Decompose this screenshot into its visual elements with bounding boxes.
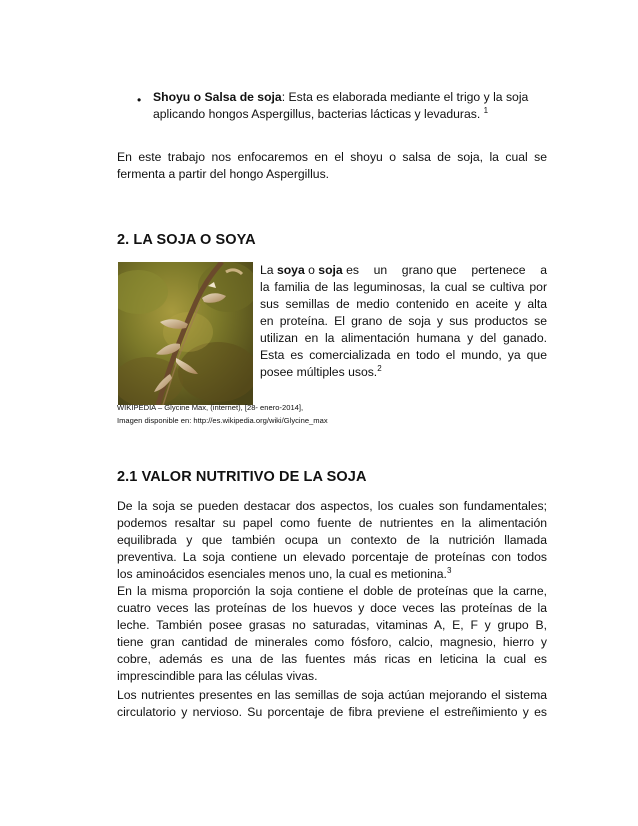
section-heading-soja: 2. LA SOJA O SOYA (117, 232, 256, 248)
image-caption-line2: Imagen disponible en: http://es.wikipedia.org/wiki/Glycine_max (117, 416, 328, 425)
p3-line2: circulatorio y nervioso. Su porcentaje de fibra previene el estreñimiento y es (117, 705, 547, 719)
p1-line5: los aminoácidos esenciales menos uno, la cual es metionina.$^3$ (117, 565, 452, 581)
bullet-shoyu (153, 89, 545, 123)
footnote-ref-1: 1 (483, 105, 489, 115)
soja-line1: La soya o soja es un grano que pertenece a (260, 263, 547, 277)
p2-line1: En la misma proporción la soja contiene el doble de proteínas que la carne, (117, 584, 547, 598)
p1-line4: preventiva. La soja contiene un elevado porcentaje de proteínas con todos (117, 550, 547, 564)
p2-line6: imprescindible para las células vivas. (117, 669, 318, 683)
soja-line7: posee múltiples usos.$^2$ (260, 363, 382, 379)
p3-line1: Los nutrientes presentes en las semillas de soja actúan mejorando el sistema (117, 688, 547, 702)
soy-plant-photo (118, 262, 253, 405)
p2-line3: leche. También posee grasas no saturadas, vitaminas A, E, F y grupo B, (117, 618, 547, 632)
p2-line5: cobre, además es una de las fuentes más ricas en leticina la cual es (117, 652, 547, 666)
p2-line4: tiene gran cantidad de minerales como fósforo, calcio, magnesio, hierro y (117, 635, 547, 649)
nutritive-paragraph-3 (117, 687, 547, 721)
soja-line3: sus semillas de medio contenido en aceite y alta (260, 297, 547, 311)
p1-line3: equilibrada y que también ocupa un contexto de la nutrición llamada (117, 533, 547, 547)
nutritive-paragraph-2 (117, 583, 547, 685)
nutritive-paragraph-1 (117, 498, 547, 583)
bullet-line1: : Esta es elaborada mediante el trigo y la soja (281, 90, 529, 104)
bullet-term: Shoyu o Salsa de soja (153, 90, 282, 104)
soja-description (260, 262, 547, 381)
soja-line6: Esta es comercializada en todo el mundo, ya que (260, 348, 547, 362)
soja-line5: utilizan en la alimentación humana y del ganado. (260, 331, 547, 345)
p2-line2: cuatro veces las proteínas de los huevos y doce veces las proteínas de la (117, 601, 547, 615)
intro-paragraph (117, 149, 547, 183)
soy-plant-image (118, 262, 253, 405)
bullet-line2: aplicando hongos Aspergillus, bacterias lácticas y levaduras. (153, 107, 481, 121)
p1-line1: De la soja se pueden destacar dos aspectos, los cuales son fundamentales; (117, 499, 547, 513)
soja-line4: en proteína. El grano de soja y sus productos se (260, 314, 547, 328)
image-caption-line1: WIKIPEDIA – Glycine Max, (internet), [28- enero-2014], (117, 403, 304, 412)
intro-line1: En este trabajo nos enfocaremos en el shoyu o salsa de soja, la cual se (117, 150, 547, 164)
footnote-ref-3: 3 (446, 565, 452, 575)
bullet-marker: • (137, 93, 142, 107)
p1-line2: podemos resaltar su papel como fuente de nutrientes en la alimentación (117, 516, 547, 530)
footnote-ref-2: 2 (377, 363, 382, 373)
intro-line2: fermenta a partir del hongo Aspergillus. (117, 167, 330, 181)
section-heading-valor-nutritivo: 2.1 VALOR NUTRITIVO DE LA SOJA (117, 469, 367, 485)
soja-line2: la familia de las leguminosas, la cual se cultiva por (260, 280, 547, 294)
